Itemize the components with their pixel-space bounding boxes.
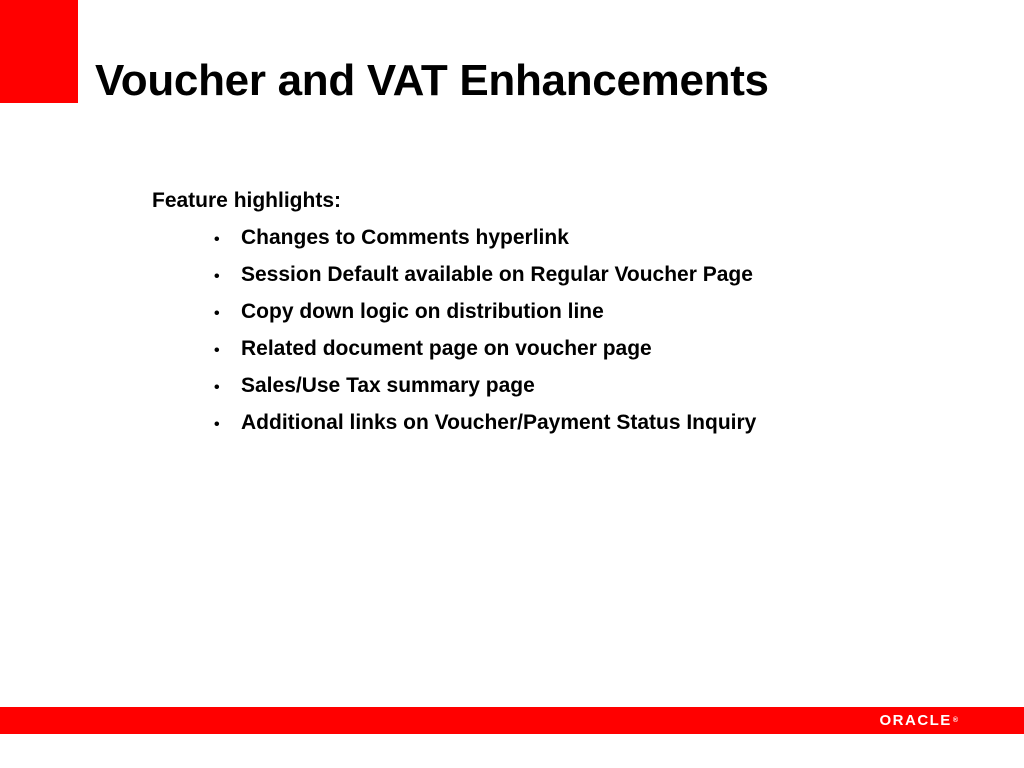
list-item-text: Copy down logic on distribution line xyxy=(241,300,604,323)
oracle-logo xyxy=(879,711,958,730)
list-item-text: Related document page on voucher page xyxy=(241,337,652,360)
slide-title: Voucher and VAT Enhancements xyxy=(95,56,769,105)
registered-mark-icon: ® xyxy=(952,717,958,724)
list-item xyxy=(214,260,756,297)
list-item-text: Sales/Use Tax summary page xyxy=(241,374,535,397)
bullet-icon: • xyxy=(214,305,220,322)
bullet-icon: • xyxy=(214,416,220,433)
bullet-icon: • xyxy=(214,342,220,359)
bullet-icon: • xyxy=(214,379,220,396)
slide-content xyxy=(152,186,756,445)
list-item-text: Additional links on Voucher/Payment Status Inquiry xyxy=(241,411,757,434)
corner-accent-block xyxy=(0,0,78,103)
feature-list xyxy=(152,223,756,445)
list-item xyxy=(214,371,756,408)
list-item-text: Session Default available on Regular Voucher Page xyxy=(241,263,753,286)
list-item-text: Changes to Comments hyperlink xyxy=(241,226,569,249)
list-item xyxy=(214,297,756,334)
footer-bar xyxy=(0,707,1024,734)
list-item xyxy=(214,334,756,371)
oracle-logo-text: ORACLE xyxy=(879,712,952,729)
bullet-icon: • xyxy=(214,231,220,248)
list-item xyxy=(214,408,756,445)
bullet-icon: • xyxy=(214,268,220,285)
feature-highlights-heading: Feature highlights: xyxy=(152,189,341,212)
list-item xyxy=(214,223,756,260)
